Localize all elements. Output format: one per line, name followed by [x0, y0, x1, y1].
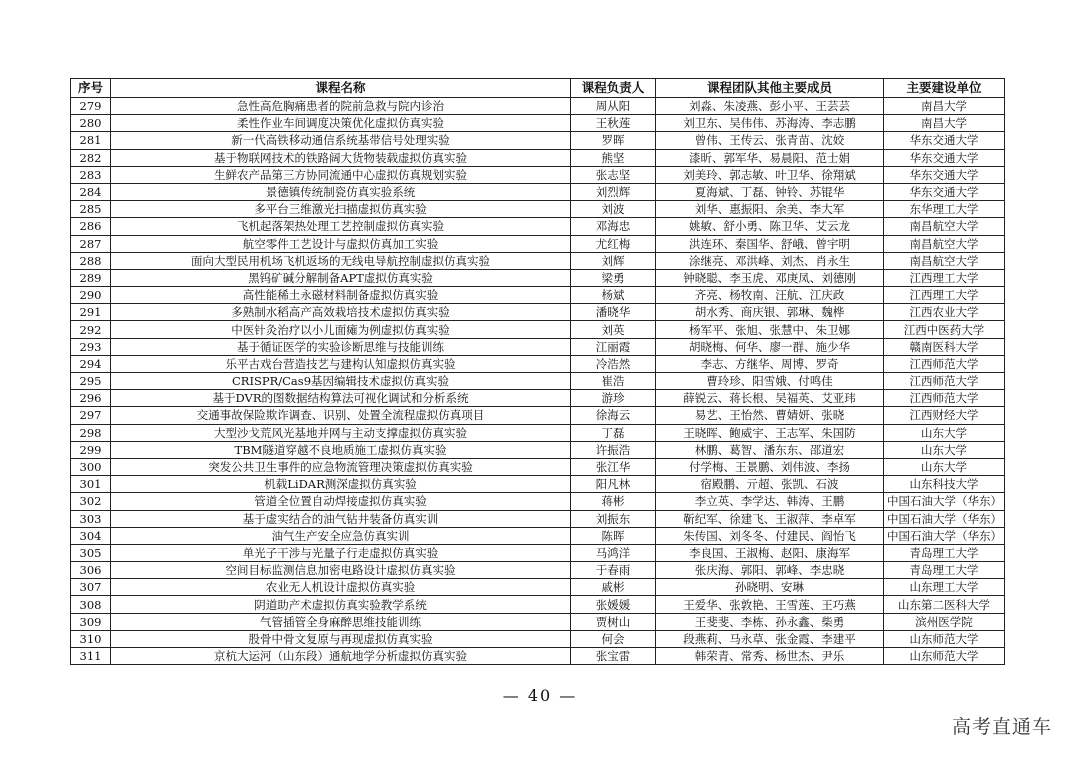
header-serial: 序号 [71, 79, 111, 98]
row-serial: 290 [71, 287, 111, 304]
row-lead: 冷浩然 [571, 355, 656, 372]
row-unit: 华东交通大学 [884, 166, 1005, 183]
row-unit: 江西师范大学 [884, 373, 1005, 390]
row-lead: 徐海云 [571, 407, 656, 424]
row-unit: 华东交通大学 [884, 183, 1005, 200]
row-team: 易艺、王怡然、曹婧妍、张晓 [656, 407, 884, 424]
row-lead: 张宝雷 [571, 648, 656, 665]
row-lead: 刘振东 [571, 510, 656, 527]
table-row [71, 355, 1005, 372]
row-course-name: 机载LiDAR测深虚拟仿真实验 [111, 476, 571, 493]
row-serial: 308 [71, 596, 111, 613]
row-lead: 罗晖 [571, 132, 656, 149]
table-row [71, 149, 1005, 166]
table-row [71, 373, 1005, 390]
row-lead: 许振浩 [571, 441, 656, 458]
row-course-name: 管道全位置自动焊接虚拟仿真实验 [111, 493, 571, 510]
row-unit: 青岛理工大学 [884, 562, 1005, 579]
row-unit: 江西理工大学 [884, 269, 1005, 286]
row-lead: 陈晖 [571, 527, 656, 544]
watermark: 高考直通车 [951, 716, 1052, 738]
row-unit: 江西中医药大学 [884, 321, 1005, 338]
row-course-name: 单光子干涉与光量子行走虚拟仿真实验 [111, 544, 571, 561]
row-unit: 东华理工大学 [884, 201, 1005, 218]
row-team: 曹玲珍、阳雪娥、付鸣佳 [656, 373, 884, 390]
row-course-name: 油气生产安全应急仿真实训 [111, 527, 571, 544]
row-team: 刘卫东、吴伟伟、苏海涛、李志鹏 [656, 115, 884, 132]
row-lead: 游珍 [571, 390, 656, 407]
row-serial: 304 [71, 527, 111, 544]
row-team: 孙晓明、安琳 [656, 579, 884, 596]
row-unit: 山东师范大学 [884, 648, 1005, 665]
row-lead: 王秋莲 [571, 115, 656, 132]
row-team: 王斐斐、李栋、孙永鑫、柴勇 [656, 613, 884, 630]
row-lead: 戚彬 [571, 579, 656, 596]
row-lead: 丁磊 [571, 424, 656, 441]
row-course-name: 面向大型民用机场飞机返场的无线电导航控制虚拟仿真实验 [111, 252, 571, 269]
row-course-name: 急性高危胸痛患者的院前急救与院内诊治 [111, 98, 571, 115]
row-course-name: 高性能稀土永磁材料制备虚拟仿真实验 [111, 287, 571, 304]
table-row [71, 132, 1005, 149]
row-course-name: 空间目标监测信息加密电路设计虚拟仿真实验 [111, 562, 571, 579]
table-row [71, 579, 1005, 596]
row-team: 李立英、李学达、韩涛、王鹏 [656, 493, 884, 510]
row-unit: 中国石油大学（华东） [884, 527, 1005, 544]
row-serial: 295 [71, 373, 111, 390]
row-team: 薛锐云、蒋长根、吴福英、艾亚玮 [656, 390, 884, 407]
row-serial: 291 [71, 304, 111, 321]
row-lead: 马鸿洋 [571, 544, 656, 561]
row-course-name: 飞机起落架热处理工艺控制虚拟仿真实验 [111, 218, 571, 235]
table-row [71, 287, 1005, 304]
row-team: 张庆海、郭阳、郭峰、李忠晓 [656, 562, 884, 579]
row-team: 曾伟、王传云、张青苗、沈姣 [656, 132, 884, 149]
row-lead: 蒋彬 [571, 493, 656, 510]
row-serial: 302 [71, 493, 111, 510]
table-row [71, 269, 1005, 286]
row-team: 李志、方继华、周博、罗奇 [656, 355, 884, 372]
row-team: 齐亮、杨牧南、汪航、江庆政 [656, 287, 884, 304]
row-lead: 于春雨 [571, 562, 656, 579]
table-header-row [71, 79, 1005, 98]
row-unit: 南昌航空大学 [884, 252, 1005, 269]
header-lead: 课程负责人 [571, 79, 656, 98]
row-lead: 刘辉 [571, 252, 656, 269]
row-serial: 284 [71, 183, 111, 200]
row-lead: 熊坚 [571, 149, 656, 166]
row-course-name: CRISPR/Cas9基因编辑技术虚拟仿真实验 [111, 373, 571, 390]
row-lead: 杨斌 [571, 287, 656, 304]
row-course-name: 股骨中骨文复原与再现虚拟仿真实验 [111, 630, 571, 647]
table-row [71, 562, 1005, 579]
row-serial: 292 [71, 321, 111, 338]
row-unit: 南昌大学 [884, 98, 1005, 115]
row-lead: 张江华 [571, 458, 656, 475]
row-serial: 293 [71, 338, 111, 355]
table-row [71, 321, 1005, 338]
row-serial: 296 [71, 390, 111, 407]
row-course-name: 航空零件工艺设计与虚拟仿真加工实验 [111, 235, 571, 252]
row-unit: 江西师范大学 [884, 390, 1005, 407]
course-table [70, 78, 1005, 665]
row-serial: 307 [71, 579, 111, 596]
row-team: 刘华、惠振阳、余美、李大军 [656, 201, 884, 218]
row-team: 靳纪军、徐建飞、王淑萍、李卓军 [656, 510, 884, 527]
row-lead: 刘英 [571, 321, 656, 338]
row-serial: 303 [71, 510, 111, 527]
table-row [71, 115, 1005, 132]
header-course-name: 课程名称 [111, 79, 571, 98]
row-team: 王晓晖、鲍威宇、王志军、朱国防 [656, 424, 884, 441]
row-unit: 华东交通大学 [884, 132, 1005, 149]
row-serial: 289 [71, 269, 111, 286]
row-unit: 江西师范大学 [884, 355, 1005, 372]
row-course-name: 基于物联网技术的铁路阔大货物装载虚拟仿真实验 [111, 149, 571, 166]
row-unit: 江西理工大学 [884, 287, 1005, 304]
row-course-name: 阴道助产术虚拟仿真实验教学系统 [111, 596, 571, 613]
row-team: 涂继亮、邓洪峰、刘杰、肖永生 [656, 252, 884, 269]
row-unit: 中国石油大学（华东） [884, 510, 1005, 527]
row-team: 洪连环、秦国华、舒峨、曾宇明 [656, 235, 884, 252]
row-serial: 279 [71, 98, 111, 115]
page-number: — 40 — [502, 686, 578, 705]
row-serial: 297 [71, 407, 111, 424]
row-serial: 286 [71, 218, 111, 235]
row-unit: 山东第二医科大学 [884, 596, 1005, 613]
row-unit: 滨州医学院 [884, 613, 1005, 630]
row-unit: 南昌航空大学 [884, 235, 1005, 252]
row-unit: 山东大学 [884, 441, 1005, 458]
row-lead: 尤红梅 [571, 235, 656, 252]
table-row [71, 304, 1005, 321]
row-team: 刘淼、朱凌燕、彭小平、王芸芸 [656, 98, 884, 115]
row-serial: 300 [71, 458, 111, 475]
row-unit: 山东大学 [884, 458, 1005, 475]
row-unit: 中国石油大学（华东） [884, 493, 1005, 510]
table-row [71, 424, 1005, 441]
row-unit: 山东科技大学 [884, 476, 1005, 493]
table-row [71, 235, 1005, 252]
row-lead: 崔浩 [571, 373, 656, 390]
row-course-name: 京杭大运河（山东段）通航地学分析虚拟仿真实验 [111, 648, 571, 665]
row-serial: 294 [71, 355, 111, 372]
table-row [71, 183, 1005, 200]
table-row [71, 252, 1005, 269]
table-row [71, 510, 1005, 527]
row-serial: 306 [71, 562, 111, 579]
row-course-name: 中医针灸治疗以小儿面瘫为例虚拟仿真实验 [111, 321, 571, 338]
row-course-name: 多熟制水稻高产高效栽培技术虚拟仿真实验 [111, 304, 571, 321]
table-row [71, 630, 1005, 647]
row-lead: 邓海忠 [571, 218, 656, 235]
row-unit: 山东师范大学 [884, 630, 1005, 647]
row-team: 段燕莉、马永草、张金霞、李建平 [656, 630, 884, 647]
row-team: 宿殿鹏、亓超、张凯、石波 [656, 476, 884, 493]
table-row [71, 166, 1005, 183]
row-course-name: 气管插管全身麻醉思维技能训练 [111, 613, 571, 630]
row-course-name: 交通事故保险欺诈调查、识别、处置全流程虚拟仿真项目 [111, 407, 571, 424]
row-course-name: 景德镇传统制瓷仿真实验系统 [111, 183, 571, 200]
row-team: 杨军平、张旭、张慧中、朱卫娜 [656, 321, 884, 338]
row-team: 钟晓聪、李玉虎、邓庚凤、刘德刚 [656, 269, 884, 286]
row-team: 姚敏、舒小勇、陈卫华、艾云龙 [656, 218, 884, 235]
table-row [71, 407, 1005, 424]
row-team: 刘美玲、郭志敏、叶卫华、徐翔斌 [656, 166, 884, 183]
row-unit: 赣南医科大学 [884, 338, 1005, 355]
row-serial: 311 [71, 648, 111, 665]
row-course-name: 乐平古戏台营造技艺与建构认知虚拟仿真实验 [111, 355, 571, 372]
row-course-name: 生鲜农产品第三方协同流通中心虚拟仿真规划实验 [111, 166, 571, 183]
row-team: 付学梅、王景鹏、刘伟波、李扬 [656, 458, 884, 475]
row-lead: 张志坚 [571, 166, 656, 183]
row-course-name: 农业无人机设计虚拟仿真实验 [111, 579, 571, 596]
table-row [71, 648, 1005, 665]
row-course-name: 基于虚实结合的油气钻井装备仿真实训 [111, 510, 571, 527]
row-lead: 何会 [571, 630, 656, 647]
row-lead: 梁勇 [571, 269, 656, 286]
row-team: 夏海斌、丁磊、钟铃、苏锟华 [656, 183, 884, 200]
row-serial: 301 [71, 476, 111, 493]
row-lead: 贾树山 [571, 613, 656, 630]
row-lead: 阳凡林 [571, 476, 656, 493]
row-serial: 280 [71, 115, 111, 132]
table-row [71, 390, 1005, 407]
table-row [71, 493, 1005, 510]
row-lead: 刘烈辉 [571, 183, 656, 200]
row-team: 胡水秀、商庆银、郭琳、魏桦 [656, 304, 884, 321]
header-team: 课程团队其他主要成员 [656, 79, 884, 98]
table-row [71, 527, 1005, 544]
row-serial: 287 [71, 235, 111, 252]
row-team: 林鹏、葛智、潘东东、邵道宏 [656, 441, 884, 458]
row-serial: 305 [71, 544, 111, 561]
row-lead: 潘晓华 [571, 304, 656, 321]
row-unit: 南昌大学 [884, 115, 1005, 132]
row-course-name: 基于循证医学的实验诊断思维与技能训练 [111, 338, 571, 355]
row-team: 漆昕、郭军华、易晨阳、范士娟 [656, 149, 884, 166]
row-unit: 江西财经大学 [884, 407, 1005, 424]
row-course-name: TBM隧道穿越不良地质施工虚拟仿真实验 [111, 441, 571, 458]
row-team: 韩荣青、常秀、杨世杰、尹乐 [656, 648, 884, 665]
row-course-name: 新一代高铁移动通信系统基带信号处理实验 [111, 132, 571, 149]
row-unit: 山东大学 [884, 424, 1005, 441]
row-lead: 周从阳 [571, 98, 656, 115]
table-row [71, 218, 1005, 235]
row-serial: 310 [71, 630, 111, 647]
row-serial: 309 [71, 613, 111, 630]
table-row [71, 596, 1005, 613]
table-row [71, 98, 1005, 115]
header-unit: 主要建设单位 [884, 79, 1005, 98]
row-unit: 山东理工大学 [884, 579, 1005, 596]
row-course-name: 多平台三维激光扫描虚拟仿真实验 [111, 201, 571, 218]
row-serial: 281 [71, 132, 111, 149]
row-unit: 青岛理工大学 [884, 544, 1005, 561]
table-row [71, 476, 1005, 493]
table-row [71, 458, 1005, 475]
table-body [71, 98, 1005, 665]
row-course-name: 大型沙戈荒风光基地并网与主动支撑虚拟仿真实验 [111, 424, 571, 441]
row-course-name: 柔性作业车间调度决策优化虚拟仿真实验 [111, 115, 571, 132]
row-team: 朱传国、刘冬冬、付建民、阎怡飞 [656, 527, 884, 544]
table-row [71, 544, 1005, 561]
row-serial: 298 [71, 424, 111, 441]
row-lead: 江丽霞 [571, 338, 656, 355]
table-row [71, 338, 1005, 355]
row-team: 王爱华、张敦艳、王雪莲、王巧燕 [656, 596, 884, 613]
row-serial: 282 [71, 149, 111, 166]
row-team: 胡晓梅、何华、廖一群、施少华 [656, 338, 884, 355]
row-course-name: 黑钨矿碱分解制备APT虚拟仿真实验 [111, 269, 571, 286]
row-team: 李良国、王淑梅、赵阳、康海军 [656, 544, 884, 561]
row-serial: 283 [71, 166, 111, 183]
row-lead: 刘波 [571, 201, 656, 218]
row-lead: 张媛媛 [571, 596, 656, 613]
table-row [71, 201, 1005, 218]
row-serial: 299 [71, 441, 111, 458]
row-serial: 288 [71, 252, 111, 269]
table-row [71, 613, 1005, 630]
row-course-name: 基于DVR的图数据结构算法可视化调试和分析系统 [111, 390, 571, 407]
row-course-name: 突发公共卫生事件的应急物流管理决策虚拟仿真实验 [111, 458, 571, 475]
row-unit: 江西农业大学 [884, 304, 1005, 321]
row-unit: 华东交通大学 [884, 149, 1005, 166]
row-unit: 南昌航空大学 [884, 218, 1005, 235]
table-row [71, 441, 1005, 458]
row-serial: 285 [71, 201, 111, 218]
